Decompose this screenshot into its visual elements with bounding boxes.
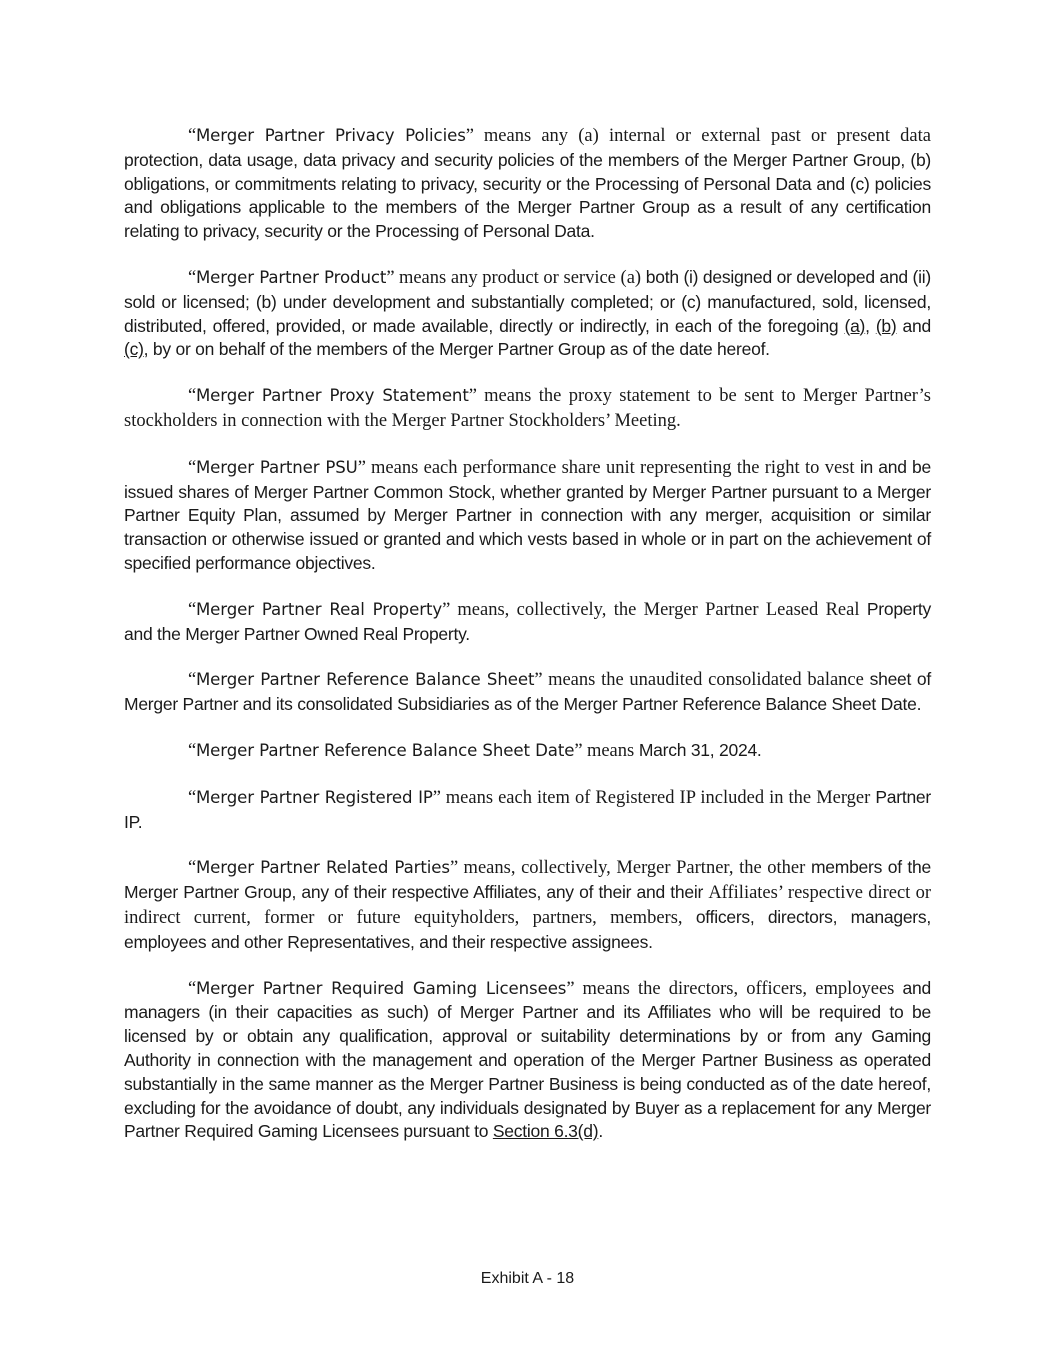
defined-term: Merger Partner Related Parties [195, 858, 450, 878]
definition-real-property: “Merger Partner Real Property” means, collectively, the Merger Partner Leased Real Property and the Merger Partner Owned Real Property. [124, 598, 931, 644]
page-footer: Exhibit A - 18 [480, 1270, 575, 1287]
defined-term: Merger Partner Required Gaming Licensees [195, 978, 567, 998]
cross-reference-c[interactable]: (c) [124, 339, 144, 360]
definition-related-parties: “Merger Partner Related Parties” means, collectively, Merger Partner, the other members of the Merger Partner Group, any of their respective Affiliates, any of their and their Affiliates’ respective direct or indirect current, former or future equityholders, partners, members, officers, directors, managers, employees and other Representatives, and their respective assignees. [124, 857, 932, 952]
definition-psu: “Merger Partner PSU” means each performance share unit representing the right to vest in and be issued shares of Merger Partner Common Stock, whether granted by Merger Partner pursuant to a Merger Partner Equity Plan, assumed by Merger Partner in connection with any merger, acquisition or similar transaction or otherwise issued or granted and which vests based in whole or in part on the achievement of specified performance objectives. [124, 456, 931, 573]
defined-term: Merger Partner Proxy Statement [195, 386, 469, 406]
defined-term: Merger Partner Registered IP [195, 787, 433, 807]
defined-term: Merger Partner Privacy Policies [195, 126, 466, 145]
definition-reference-balance-sheet-date: “Merger Partner Reference Balance Sheet Date” means March 31, 2024. [188, 739, 762, 761]
defined-term: Merger Partner PSU [195, 457, 358, 477]
definition-required-gaming-licensees: “Merger Partner Required Gaming Licensees” means the directors, officers, employees and managers (in their capacities as such) of Merger Partner and its Affiliates who will be required to be licensed by or obtain any qualification, approval or suitability determinations by or from any Gaming Authority in connection with the management and operation of the Merger Partner Business as operated substantially in the same manner as the Merger Partner Business is being conducted as of the date hereof, excluding for the avoidance of doubt, any individuals designated by Buyer as a replacement for any Merger Partner Required Gaming Licensees pursuant to Section 6.3(d). [124, 977, 931, 1142]
definition-product: “Merger Partner Product” means any product or service (a) both (i) designed or developed and (ii) sold or licensed; (b) under development and substantially completed; or (c) manufactured, sold, licensed, distributed, offered, provided, or made available, directly or indirectly, in each of the foregoing (a), (b) and (c), by or on behalf of the members of the Merger Partner Group as of the date hereof. [124, 266, 931, 360]
document-page [124, 124, 931, 1166]
cross-reference-b[interactable]: (b) [875, 315, 897, 336]
definition-reference-balance-sheet: “Merger Partner Reference Balance Sheet” means the unaudited consolidated balance sheet of Merger Partner and its consolidated Subsidiaries as of the Merger Partner Reference Balance Sheet Date. [124, 669, 931, 715]
definition-privacy-policies: “Merger Partner Privacy Policies” means any (a) internal or external past or present data protection, data usage, data privacy and security policies of the members of the Merger Partner Group, (b) obligations, or commitments relating to privacy, security or the Processing of Personal Data and (c) policies and obligations applicable to the members of the Merger Partner Group as a result of any certification relating to privacy, security or the Processing of Personal Data. [124, 126, 931, 242]
definition-registered-ip: “Merger Partner Registered IP” means each item of Registered IP included in the Merger Partner IP. [124, 786, 931, 832]
defined-term: Merger Partner Product [195, 267, 387, 287]
defined-term: Merger Partner Real Property [195, 599, 443, 619]
definition-proxy-statement: “Merger Partner Proxy Statement” means the proxy statement to be sent to Merger Partner’s stockholders in connection with the Merger Partner Stockholders’ Meeting. [124, 386, 931, 431]
defined-term: Merger Partner Reference Balance Sheet [195, 670, 535, 690]
defined-term: Merger Partner Reference Balance Sheet Date [195, 740, 575, 760]
cross-reference-section[interactable]: Section 6.3(d) [492, 1121, 599, 1142]
cross-reference-a[interactable]: (a) [844, 315, 866, 336]
